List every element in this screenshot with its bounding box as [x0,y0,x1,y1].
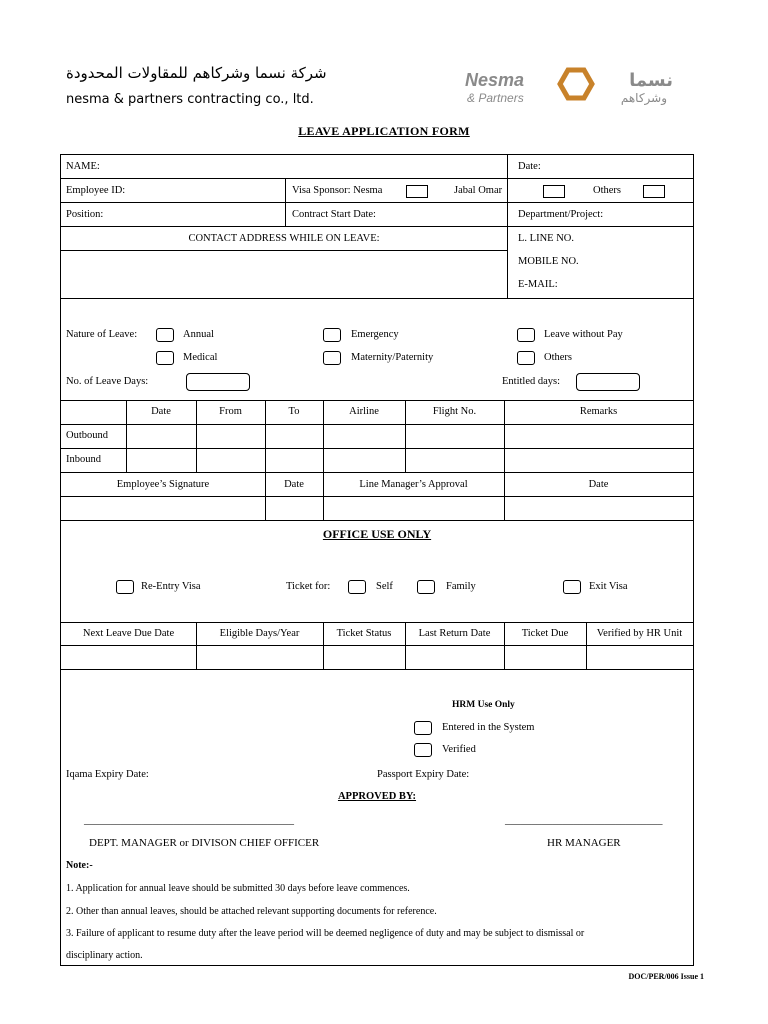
leave-days-label: No. of Leave Days: [66,376,149,387]
next-leave-due-header: Next Leave Due Date [82,628,175,639]
other-leave-checkbox[interactable] [517,351,535,365]
travel-header-from: From [219,406,242,417]
reentry-visa-checkbox[interactable] [116,580,134,594]
exit-visa-label: Exit Visa [589,581,628,592]
leave-without-pay-label: Leave without Pay [544,329,623,340]
signature-date-header: Date [284,479,304,490]
visa-others-checkbox[interactable] [643,185,665,198]
note-item-1: 1. Application for annual leave should be submitted 30 days before leave commences. [66,883,410,894]
company-name-english: nesma & partners contracting co., ltd. [66,92,314,107]
ticket-status-header: Ticket Status [336,628,392,639]
line-manager-approval-header: Line Manager’s Approval [359,479,468,490]
form-frame [60,154,694,966]
visa-jabal-omar-checkbox[interactable] [543,185,565,198]
email-label: E-MAIL: [518,279,558,290]
travel-header-airline: Airline [349,406,379,417]
travel-header-remarks: Remarks [579,406,618,417]
verified-checkbox[interactable] [414,743,432,757]
nesma-logo [463,66,677,106]
ticket-for-label: Ticket for: [286,581,331,592]
note-title: Note:- [66,860,93,871]
reentry-visa-label: Re-Entry Visa [141,581,201,592]
leave-days-input[interactable] [186,373,250,391]
entered-system-checkbox[interactable] [414,721,432,735]
jabal-omar-label: Jabal Omar [454,185,503,196]
dept-manager-signature-line[interactable]: ________________________________________ [84,815,294,826]
medical-label: Medical [183,352,218,363]
hrm-use-title: HRM Use Only [452,700,515,710]
note-item-3: 3. Failure of applicant to resume duty after the leave period will be deemed negligence of duty and may be subject to dismissal or [66,928,585,939]
outbound-label: Outbound [66,430,108,441]
travel-header-flight: Flight No. [432,406,477,417]
maternity-paternity-checkbox[interactable] [323,351,341,365]
company-name-arabic: شركة نسما وشركاهم للمقاولات المحدودة [66,64,327,82]
hr-manager-signature-line[interactable]: ______________________________ [505,815,663,826]
entered-system-label: Entered in the System [442,722,535,733]
form-title: LEAVE APPLICATION FORM [298,124,470,138]
leave-without-pay-checkbox[interactable] [517,328,535,342]
verified-label: Verified [442,744,476,755]
eligible-days-header: Eligible Days/Year [219,628,300,639]
ticket-family-checkbox[interactable] [417,580,435,594]
office-use-title: OFFICE USE ONLY [322,527,432,541]
last-return-date-header: Last Return Date [418,628,491,639]
logo-hexagon [560,70,592,98]
travel-header-to: To [288,406,300,417]
approval-date-header: Date [588,479,609,490]
verified-by-hr-header: Verified by HR Unit [596,628,683,639]
position-label: Position: [66,209,104,220]
logo-arabic-sub: وشركاهم [620,91,667,105]
visa-nesma-checkbox[interactable] [406,185,428,198]
contact-address-label: CONTACT ADDRESS WHILE ON LEAVE: [188,233,380,244]
ticket-self-checkbox[interactable] [348,580,366,594]
document-code: DOC/PER/006 Issue 1 [628,972,704,981]
logo-text-sub: & Partners [467,91,524,105]
annual-label: Annual [183,329,214,340]
travel-header-date: Date [151,406,171,417]
hr-manager-label: HR MANAGER [547,837,621,849]
ticket-self-label: Self [376,581,393,592]
emergency-checkbox[interactable] [323,328,341,342]
name-label: NAME: [66,161,100,172]
line-no-label: L. LINE NO. [518,233,574,244]
entitled-days-input[interactable] [576,373,640,391]
ticket-family-label: Family [446,581,476,592]
approved-by-label: APPROVED BY: [337,791,417,802]
department-label: Department/Project: [518,209,604,220]
contract-start-label: Contract Start Date: [292,209,376,220]
passport-expiry-label: Passport Expiry Date: [377,769,470,780]
note-item-2: 2. Other than annual leaves, should be attached relevant supporting documents for reference. [66,906,437,917]
emergency-label: Emergency [351,329,399,340]
visa-sponsor-label: Visa Sponsor: Nesma [292,185,383,196]
employee-signature-header: Employee’s Signature [116,479,210,490]
entitled-days-label: Entitled days: [502,376,561,387]
date-label: Date: [518,161,541,172]
other-leave-label: Others [544,352,572,363]
mobile-label: MOBILE NO. [518,256,579,267]
logo-text-main: Nesma [465,70,525,90]
iqama-expiry-label: Iqama Expiry Date: [66,769,149,780]
inbound-label: Inbound [66,454,101,465]
logo-arabic-main: نسما [629,70,673,91]
employee-id-label: Employee ID: [66,185,126,196]
nature-of-leave-label: Nature of Leave: [66,329,138,340]
medical-checkbox[interactable] [156,351,174,365]
annual-checkbox[interactable] [156,328,174,342]
maternity-paternity-label: Maternity/Paternity [351,352,434,363]
dept-manager-label: DEPT. MANAGER or DIVISON CHIEF OFFICER [89,837,320,849]
exit-visa-checkbox[interactable] [563,580,581,594]
visa-others-label: Others [593,185,621,196]
note-item-3-continued: disciplinary action. [66,950,143,961]
ticket-due-header: Ticket Due [521,628,569,639]
